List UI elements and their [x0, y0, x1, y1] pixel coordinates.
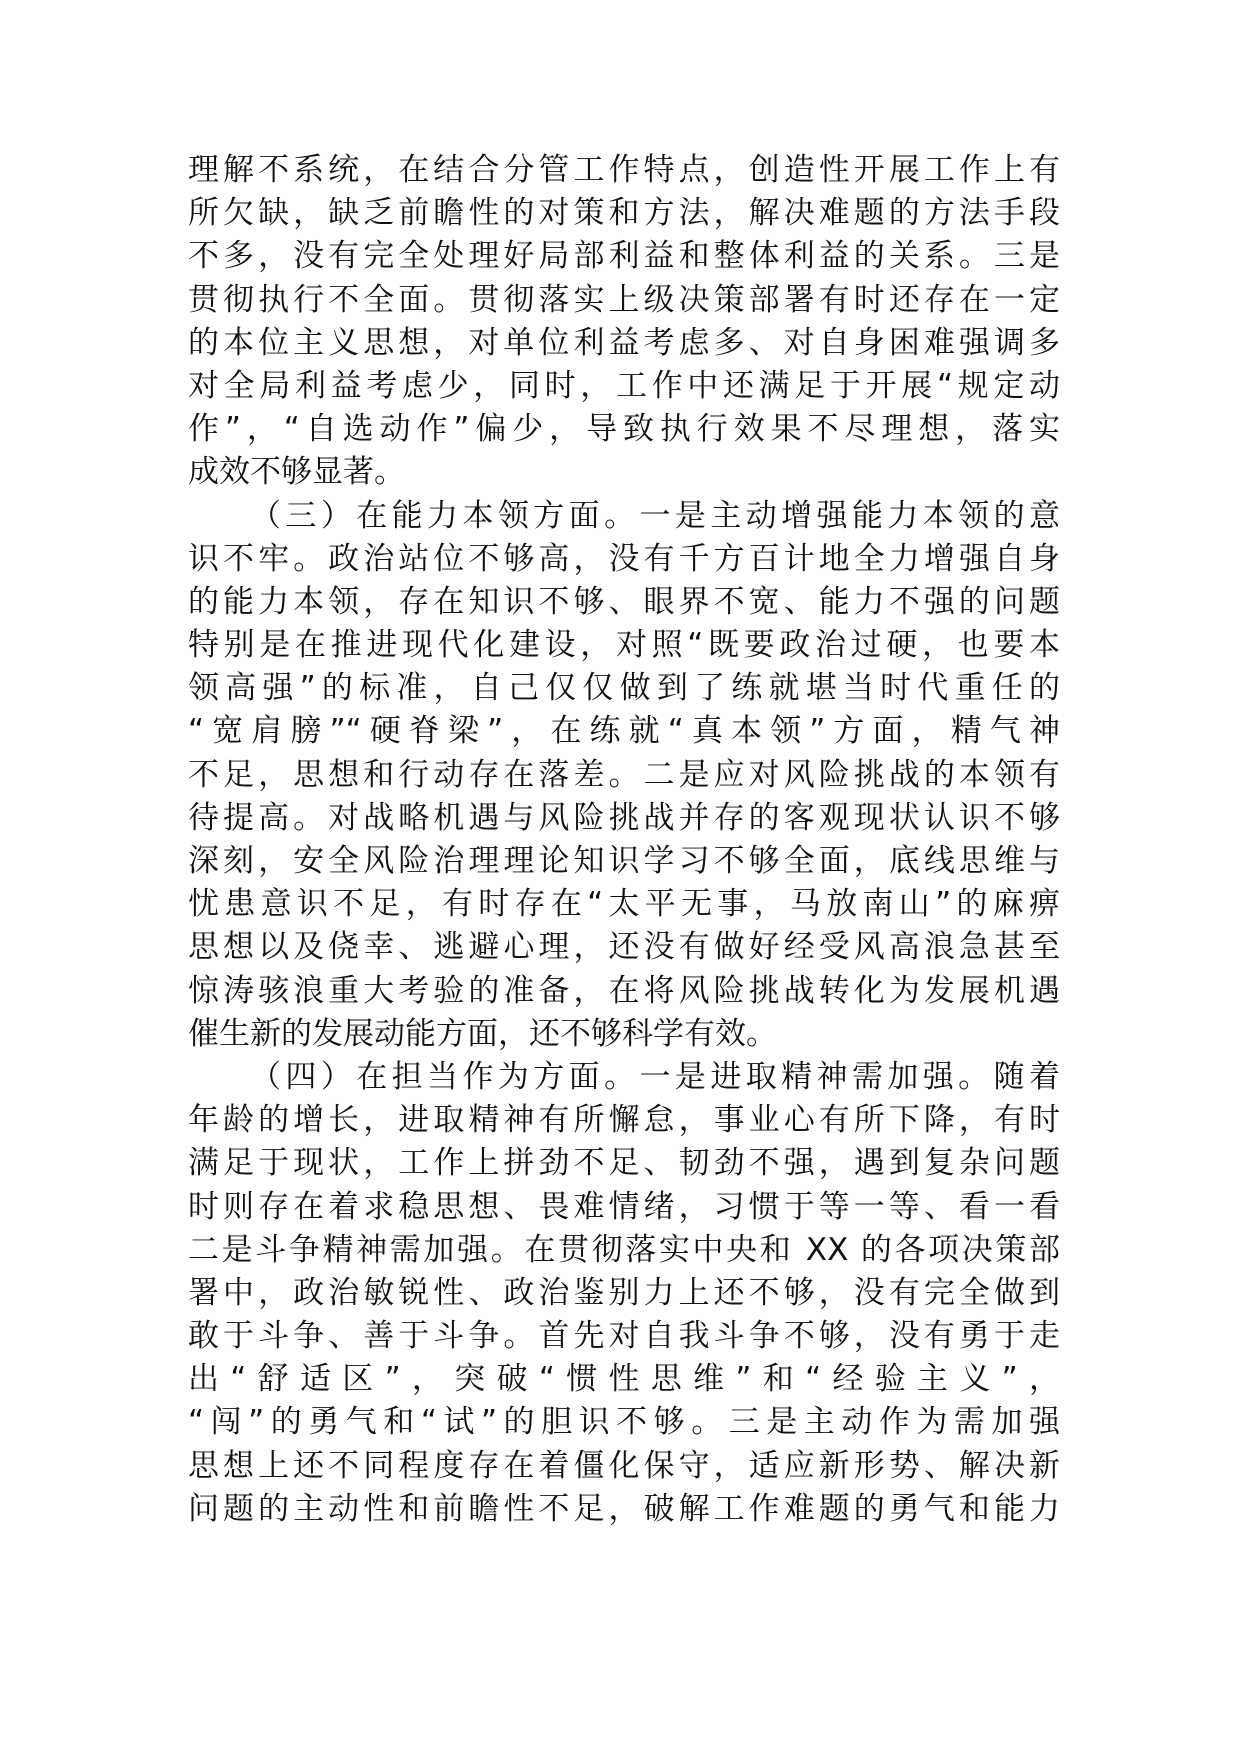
- text-line: 成效不够显著。: [188, 454, 405, 491]
- text-line: 作”，“自选动作”偏少，导致执行效果不尽理想，落实: [188, 411, 1060, 448]
- text-line: 识不牢。政治站位不够高，没有千方百计地全力增强自身: [188, 540, 1060, 577]
- text-line: 贯彻执行不全面。贯彻落实上级决策部署有时还存在一定: [188, 281, 1060, 318]
- text-line: “闯”的勇气和“试”的胆识不够。三是主动作为需加强: [188, 1404, 1060, 1441]
- text-line: 忧患意识不足，有时存在“太平无事，马放南山”的麻痹: [188, 886, 1060, 923]
- text-line: 领高强”的标准，自己仅仅做到了练就堪当时代重任的: [188, 670, 1060, 707]
- paragraph-first-line: （四）在担当作为方面。一是进取精神需加强。随着: [250, 1058, 1060, 1095]
- text-line: 不多，没有完全处理好局部利益和整体利益的关系。三是: [188, 238, 1060, 275]
- text-line: 待提高。对战略机遇与风险挑战并存的客观现状认识不够: [188, 799, 1060, 836]
- text-line: 惊涛骇浪重大考验的准备，在将风险挑战转化为发展机遇: [188, 972, 1060, 1009]
- text-line: 对全局利益考虑少，同时，工作中还满足于开展“规定动: [188, 367, 1060, 404]
- paragraph-first-line: （三）在能力本领方面。一是主动增强能力本领的意: [250, 497, 1060, 534]
- text-line: 年龄的增长，进取精神有所懈怠，事业心有所下降，有时: [188, 1102, 1060, 1139]
- body-text: [188, 149, 1060, 1531]
- text-line: 所欠缺，缺乏前瞻性的对策和方法，解决难题的方法手段: [188, 195, 1060, 232]
- text-line: 深刻，安全风险治理理论知识学习不够全面，底线思维与: [188, 843, 1060, 879]
- text-line: 催生新的发展动能方面，还不够科学有效。: [188, 1015, 777, 1052]
- text-line: 署中，政治敏锐性、政治鉴别力上还不够，没有完全做到: [188, 1274, 1060, 1311]
- text-line: 满足于现状，工作上拼劲不足、韧劲不强，遇到复杂问题: [188, 1145, 1060, 1182]
- text-line: 的能力本领，存在知识不够、眼界不宽、能力不强的问题: [188, 583, 1060, 620]
- text-line: 不足，思想和行动存在落差。二是应对风险挑战的本领有: [188, 756, 1060, 793]
- text-line: 思想以及侥幸、逃避心理，还没有做好经受风高浪急甚至: [188, 929, 1060, 966]
- text-line: 出“舒适区”，突破“惯性思维”和“经验主义”，: [188, 1361, 1060, 1398]
- text-line: “宽肩膀”“硬脊梁”，在练就“真本领”方面，精气神: [188, 713, 1060, 750]
- text-line: 问题的主动性和前瞻性不足，破解工作难题的勇气和能力: [188, 1490, 1060, 1527]
- text-line: 敢于斗争、善于斗争。首先对自我斗争不够，没有勇于走: [188, 1318, 1060, 1355]
- text-line: 时则存在着求稳思想、畏难情绪，习惯于等一等、看一看: [188, 1188, 1060, 1225]
- text-line: 思想上还不同程度存在着僵化保守，适应新形势、解决新: [188, 1447, 1060, 1484]
- text-line: 理解不系统，在结合分管工作特点，创造性开展工作上有: [188, 152, 1060, 188]
- text-line: 二是斗争精神需加强。在贯彻落实中央和 XX 的各项决策部: [188, 1231, 1060, 1268]
- text-line: 特别是在推进现代化建设，对照“既要政治过硬，也要本: [188, 627, 1060, 664]
- text-line: 的本位主义思想，对单位利益考虑多、对自身困难强调多: [188, 324, 1060, 361]
